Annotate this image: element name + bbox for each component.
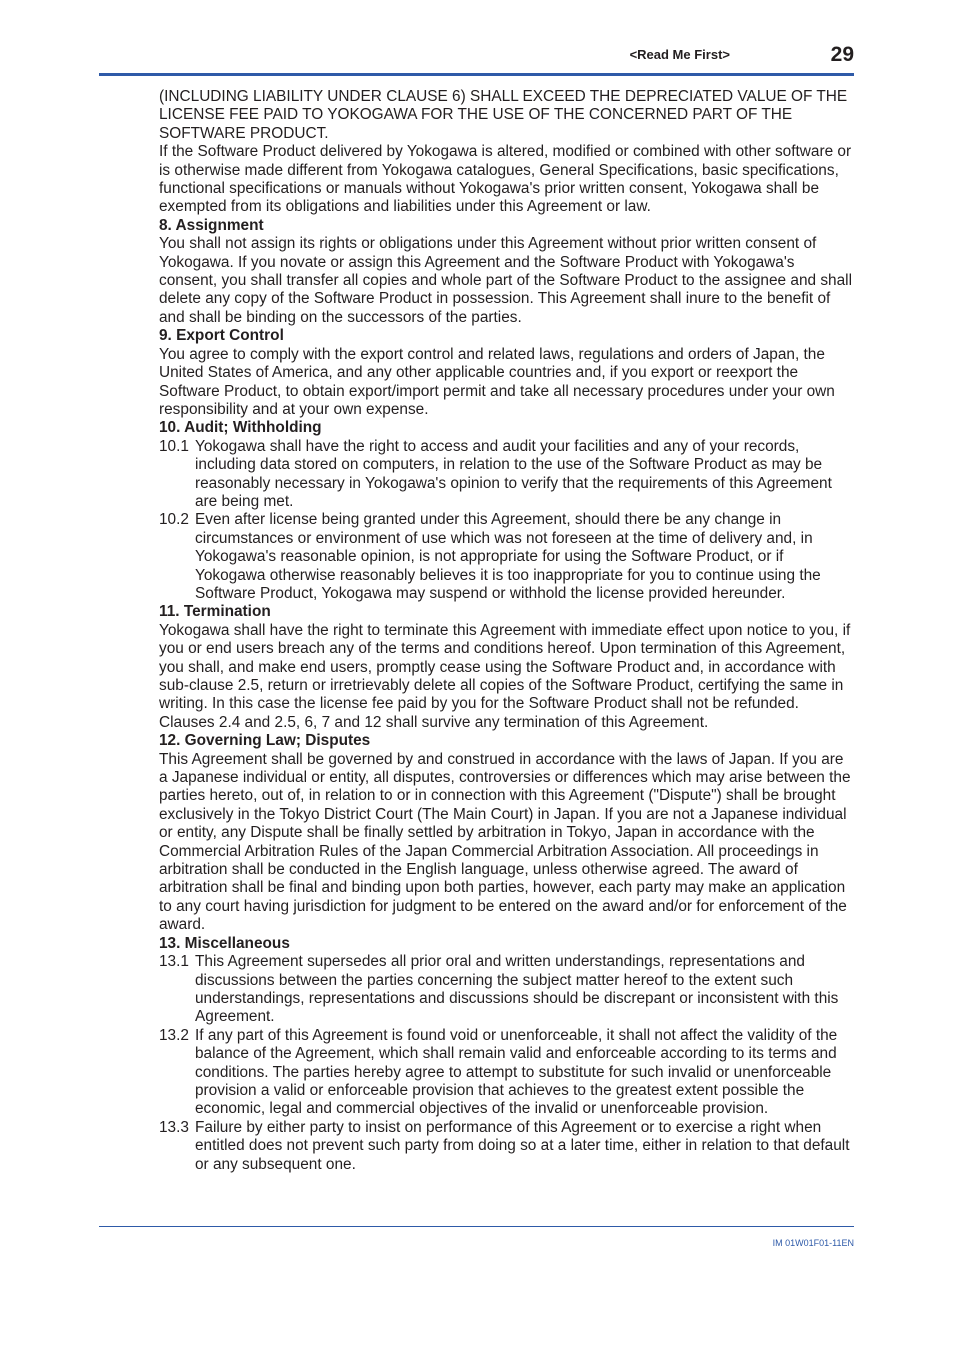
clause-text: Failure by either party to insist on performance of this Agreement or to exercise a right when entitled does not prevent such party from doing so at a later time, either in relation to that default or any subsequent one. [195, 1118, 850, 1173]
section-heading-assignment: 8. Assignment [159, 216, 264, 234]
section-heading-miscellaneous: 13. Miscellaneous [159, 934, 290, 952]
footer-rule [99, 1226, 854, 1227]
clause-number: 10.2 [159, 511, 189, 529]
clause-item [159, 438, 856, 512]
clause-item [159, 953, 856, 1027]
section-text-assignment: You shall not assign its rights or obligations under this Agreement without prior written consent of Yokogawa. If you novate or assign this Agreement and the Software Product with Yokogawa's consent, you shall transfer all copies and whole part of the Software Product to the assignee and shall delete any copy of the Software Product in possession. This Agreement shall inure to the benefit of and shall be binding on the successors of the parties. [159, 235, 852, 326]
clause-number: 13.2 [159, 1026, 189, 1044]
agreement-body [159, 88, 856, 1174]
header-rule [99, 73, 854, 76]
document-number: IM 01W01F01-11EN [772, 1238, 854, 1248]
clause-item [159, 1119, 856, 1174]
clause-item [159, 511, 856, 603]
section-heading-termination: 11. Termination [159, 603, 271, 621]
section-text-governing-law: This Agreement shall be governed by and construed in accordance with the laws of Japan. If you are a Japanese individual or entity, all disputes, controversies or differences which may arise between the parties hereto, out of, in relation to or in connection with this Agreement ("Dispute") shall be brought exclusively in the Tokyo District Court (The Main Court) in Japan. If you are not a Japanese individual or entity, any Dispute shall be finally settled by arbitration in Tokyo, Japan in accordance with the Commercial Arbitration Rules of the Japan Commercial Arbitration Association. All proceedings in arbitration shall be conducted in the English language, unless otherwise agreed. The award of arbitration shall be final and binding upon both parties, however, each party may make an application to any court having jurisdiction for judgment to be entered on the award and/or for enforcement of the award. [159, 750, 851, 934]
clause-text: Yokogawa shall have the right to access and audit your facilities and any of your records, including data stored on computers, in relation to the use of the Software Product as may be reasonably necessary in Yokogawa's opinion to verify that the requirements of this Agreement are being met. [195, 437, 832, 510]
intro-paragraph: If the Software Product delivered by Yokogawa is altered, modified or combined with other software or is otherwise made different from Yokogawa catalogues, General Specifications, basic specifications, functional specifications or manuals without Yokogawa's prior written consent, Yokogawa shall be exempted from its obligations and liabilities under this Agreement or law. [159, 143, 852, 216]
clause-text: If any part of this Agreement is found void or unenforceable, it shall not affect the validity of the balance of the Agreement, which shall remain valid and enforceable according to its terms and conditions. The parties hereby agree to attempt to substitute for such invalid or unenforceable provision a valid or enforceable provision that achieves to the greatest extent possible the economic, legal and commercial objectives of the invalid or unenforceable provision. [195, 1026, 838, 1118]
clause-number: 13.1 [159, 953, 189, 971]
section-heading-audit: 10. Audit; Withholding [159, 419, 322, 437]
page-number: 29 [830, 43, 854, 66]
clause-number: 13.3 [159, 1118, 189, 1136]
section-heading-governing-law: 12. Governing Law; Disputes [159, 732, 371, 750]
section-text-export-control: You agree to comply with the export control and related laws, regulations and orders of Japan, the United States of America, and any other applicable countries and, if you export or reexport the Software Product, to obtain export/import permit and take all necessary procedures under your own responsibility and at your own expense. [159, 345, 835, 418]
clause-text: Even after license being granted under this Agreement, should there be any change in circumstances or environment of use which was not foreseen at the time of delivery and, in Yokogawa's reasonable opinion, is not appropriate for using the Software Product, or if Yokogawa otherwise reasonably believes it is too inappropriate for you to continue using the Software Product, Yokogawa may suspend or withhold the license provided hereunder. [195, 511, 821, 602]
section-text-termination: Yokogawa shall have the right to terminate this Agreement with immediate effect upon notice to you, if you or end users breach any of the terms and conditions hereof. Upon termination of this Agreement, you shall, and make end users, promptly cease using the Software Product and, in accordance with sub-clause 2.5, return or irretrievably delete all copies of the Software Product, certifying the same in writing. In this case the license fee paid by you for the Software Product shall not be refunded. Clauses 2.4 and 2.5, 6, 7 and 12 shall survive any termination of this Agreement. [159, 621, 851, 731]
intro-caps-paragraph: (INCLUDING LIABILITY UNDER CLAUSE 6) SHALL EXCEED THE DEPRECIATED VALUE OF THE LICENSE FEE PAID TO YOKOGAWA FOR THE USE OF THE CONCERNED PART OF THE SOFTWARE PRODUCT. [159, 88, 848, 142]
clause-item [159, 1027, 856, 1119]
clause-text: This Agreement supersedes all prior oral and written understandings, representations and discussions between the parties concerning the subject matter hereof to the extent such understandings, representations and discussions should be discrepant or inconsistent with this Agreement. [195, 953, 839, 1026]
header-title: <Read Me First> [629, 47, 730, 62]
clause-number: 10.1 [159, 437, 189, 455]
section-heading-export-control: 9. Export Control [159, 327, 284, 345]
